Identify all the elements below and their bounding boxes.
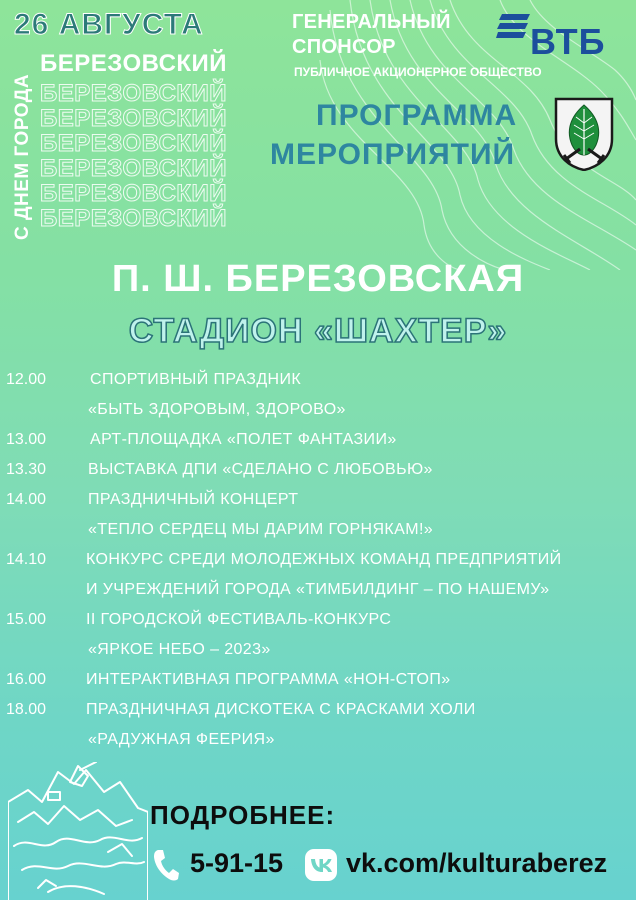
vk-link[interactable]: vk.com/kulturaberez xyxy=(346,848,608,878)
sponsor-title-line1: ГЕНЕРАЛЬНЫЙ xyxy=(292,11,451,33)
vk-icon xyxy=(304,848,338,882)
schedule-line: ПРАЗДНИЧНЫЙ КОНЦЕРТ xyxy=(88,491,299,508)
city-name: БЕРЕЗОВСКИЙ xyxy=(40,50,228,77)
schedule-line: «ТЕПЛО СЕРДЕЦ МЫ ДАРИМ ГОРНЯКАМ!» xyxy=(88,521,434,538)
event-date: 26 АВГУСТА xyxy=(14,8,204,41)
schedule-time: 14.00 xyxy=(6,491,47,508)
schedule-line: «БЫТЬ ЗДОРОВЫМ, ЗДОРОВО» xyxy=(88,401,346,418)
schedule-time: 13.00 xyxy=(6,431,47,448)
city-crest-icon xyxy=(552,95,616,171)
schedule-time: 15.00 xyxy=(6,611,47,628)
city-name-echo: БЕРЕЗОВСКИЙ xyxy=(40,180,228,207)
schedule-line: И УЧРЕЖДЕНИЙ ГОРОДА «ТИМБИЛДИНГ – ПО НАШЕМУ» xyxy=(86,581,550,598)
city-name-echo: БЕРЕЗОВСКИЙ xyxy=(40,130,228,157)
schedule-time: 16.00 xyxy=(6,671,47,688)
schedule-time: 14.10 xyxy=(6,551,47,568)
phone-number[interactable]: 5-91-15 xyxy=(190,848,284,878)
schedule-line: ПРАЗДНИЧНАЯ ДИСКОТЕКА С КРАСКАМИ ХОЛИ xyxy=(86,701,476,718)
vtb-logo: ВТБ xyxy=(530,21,606,62)
venue-stadium: СТАДИОН «ШАХТЕР» xyxy=(128,312,508,350)
city-name-echo: БЕРЕЗОВСКИЙ xyxy=(40,80,228,107)
vtb-stripes-icon xyxy=(496,14,530,38)
venue-town: П. Ш. БЕРЕЗОВСКАЯ xyxy=(111,258,525,300)
schedule-line: ИНТЕРАКТИВНАЯ ПРОГРАММА «НОН-СТОП» xyxy=(86,671,451,688)
schedule-line: «РАДУЖНАЯ ФЕЕРИЯ» xyxy=(88,731,275,748)
phone-icon xyxy=(152,848,180,882)
more-info-label: ПОДРОБНЕЕ: xyxy=(150,800,336,830)
city-name-echo: БЕРЕЗОВСКИЙ xyxy=(40,105,228,132)
schedule-time: 18.00 xyxy=(6,701,47,718)
city-name-echo: БЕРЕЗОВСКИЙ xyxy=(40,155,228,182)
schedule-time: 12.00 xyxy=(6,371,47,388)
sponsor-company-type: ПУБЛИЧНОЕ АКЦИОНЕРНОЕ ОБЩЕСТВО xyxy=(294,65,542,79)
program-title-line1: ПРОГРАММА xyxy=(316,99,518,132)
sponsor-title-line2: СПОНСОР xyxy=(292,36,396,58)
mountain-mine-illustration xyxy=(8,762,148,900)
vertical-caption: С ДНЕМ ГОРОДА xyxy=(12,73,33,240)
city-name-echo: БЕРЕЗОВСКИЙ xyxy=(40,205,228,232)
schedule-line: КОНКУРС СРЕДИ МОЛОДЕЖНЫХ КОМАНД ПРЕДПРИЯТИЙ xyxy=(86,551,562,568)
schedule-line: «ЯРКОЕ НЕБО – 2023» xyxy=(88,641,271,658)
schedule-line: АРТ-ПЛОЩАДКА «ПОЛЕТ ФАНТАЗИИ» xyxy=(90,431,397,448)
schedule-line: II ГОРОДСКОЙ ФЕСТИВАЛЬ-КОНКУРС xyxy=(86,611,392,628)
schedule-line: ВЫСТАВКА ДПИ «СДЕЛАНО С ЛЮБОВЬЮ» xyxy=(88,461,433,478)
schedule-time: 13.30 xyxy=(6,461,47,478)
schedule-line: СПОРТИВНЫЙ ПРАЗДНИК xyxy=(90,371,302,388)
program-title-line2: МЕРОПРИЯТИЙ xyxy=(270,138,516,171)
